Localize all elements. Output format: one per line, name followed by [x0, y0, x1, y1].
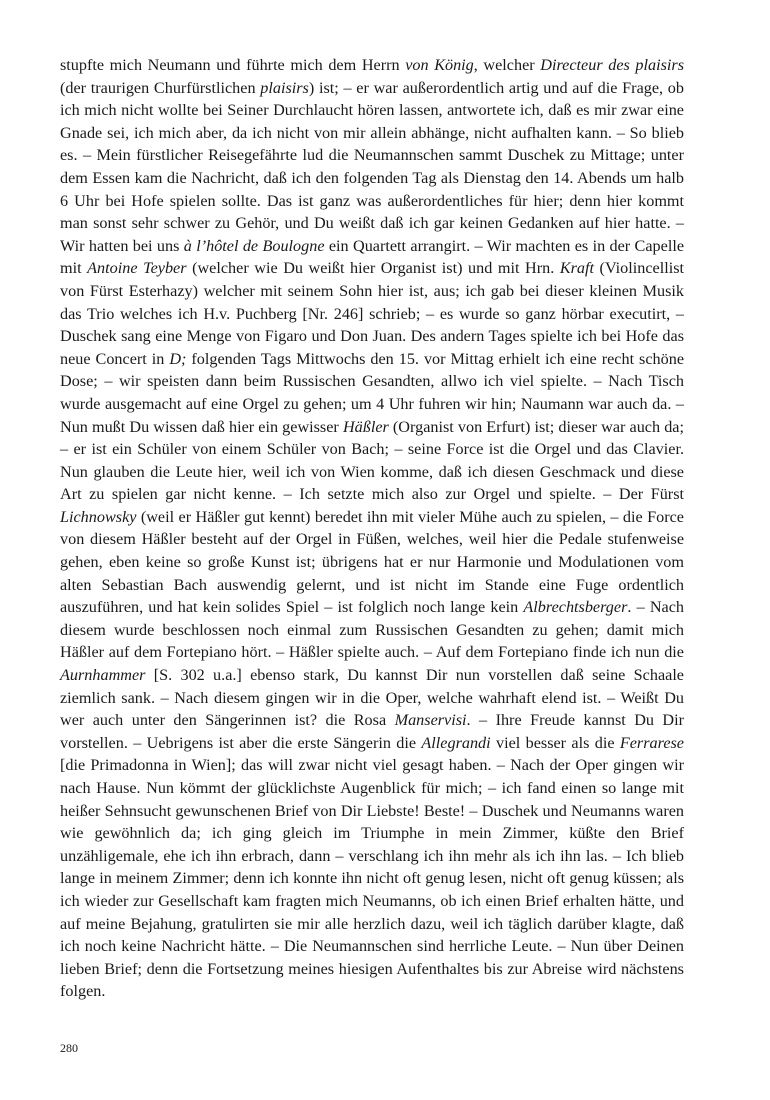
text-segment: viel besser als die: [490, 733, 620, 752]
text-segment: (weil er Häßler gut kennt) beredet ihn mit vieler Mühe auch zu spielen, – die Force von diesem Häßler besteht auf der Orgel in Füßen, welches, weil hier die Pedale stufenweise gehen, eben keine so große Kunst ist; übrigens hat er nur Harmonie und Modulationen vom alten Sebastian Bach auswendig gelernt, und ist nicht im Stande eine Fuge ordentlich auszuführen, und hat kein solides Spiel – ist folglich noch lange kein: [60, 507, 684, 617]
italic-text-segment: Häßler: [342, 417, 389, 436]
text-segment: . – Ihre Freude kannst Du Dir vorstellen. – Uebrigens ist aber die erste Sängerin die: [60, 711, 684, 752]
italic-text-segment: Manservisi: [394, 711, 467, 730]
italic-text-segment: Directeur des plaisirs: [540, 56, 684, 74]
text-segment: (Organist von Erfurt) ist; dieser war auch da; – er ist ein Schüler von einem Schüler von Bach; – seine Force ist die Orgel und das Clavier. Nun glauben die Leute hier, weil ich von Wien komme, daß ich diesen Geschmack und diese Art zu spielen gar nicht kenne. – Ich setzte mich also zur Orgel und spielte. – Der Fürst: [60, 417, 684, 504]
page-body: [60, 54, 684, 1003]
page-number: 280: [60, 1041, 78, 1055]
text-segment: [die Primadonna in Wien]; das will zwar nicht viel gesagt haben. – Nach der Oper gingen wir nach Hause. Nun kömmt der glücklichste Augenblick für mich; – ich fand einen so lange mit heißer Sehnsucht gewunschenen Brief von Dir Liebste! Beste! – Duschek und Neumanns waren wie gewöhnlich da; ich ging gleich im Triumphe in mein Zimmer, küßte den Brief unzähligemale, ehe ich ihn erbrach, dann – verschlang ich ihn mehr als ich ihn las. – Ich blieb lange in meinem Zimmer; denn ich konnte ihn nicht oft genug lesen, nicht oft genug küssen; als ich wieder zur Gesellschaft kam fragten mich Neumanns, ob ich einen Brief erhalten hätte, und auf meine Bejahung, gratulirten sie mir alle herzlich dazu, weil ich täglich darüber klagte, daß ich noch keine Nachricht hätte. – Die Neumannschen sind herrliche Leute. – Nun über Deinen lieben Brief; denn die Fortsetzung meines hiesigen Aufenthaltes bis zur Abreise wird nächstens folgen.: [60, 756, 684, 1001]
text-segment: folgenden Tags Mittwochs den 15. vor Mittag erhielt ich eine recht schöne Dose; – wir speisten dann beim Russischen Gesandten, allwo ich viel spielte. – Nach Tisch wurde ausgemacht auf eine Orgel zu gehen; um 4 Uhr fuhren wir hin; Naumann war auch da. – Nun mußt Du wissen daß hier ein gewisser: [60, 349, 684, 436]
italic-text-segment: von König: [405, 56, 474, 74]
text-segment: (welcher wie Du weißt hier Organist ist) und mit Hrn.: [186, 259, 560, 278]
italic-text-segment: Allegrandi: [421, 733, 491, 752]
italic-text-segment: plaisirs: [260, 78, 309, 97]
text-segment: . – Nach diesem wurde beschlossen noch einmal zum Russischen Gesandten zu gehen; damit mich Häßler auf dem Fortepiano hört. – Häßler spielte auch. – Auf dem Fortepiano finde ich nun die: [60, 598, 685, 662]
italic-text-segment: Kraft: [559, 259, 594, 278]
italic-text-segment: Albrechtsberger: [523, 598, 628, 617]
italic-text-segment: Antoine Teyber: [87, 259, 187, 278]
text-segment: [S. 302 u.a.] ebenso stark, Du kannst Dir nun vorstellen daß seine Schaale ziemlich sank. – Nach diesem gingen wir in die Oper, welche wahrhaft elend ist. – Weißt Du wer auch unter den Sängerinnen ist? die Rosa: [60, 666, 684, 730]
italic-text-segment: D;: [169, 349, 187, 368]
text-segment: (Violincellist von Fürst Esterhazy) welcher mit seinem Sohn hier ist, aus; ich gab bei dieser kleinen Musik das Trio welches ich H.v. Puchberg [Nr. 246] schrieb; – es wurde so ganz hörbar executirt, – Duschek sang eine Menge von Figaro und Don Juan. Des andern Tages spielte ich bei Hofe das neue Concert in: [60, 259, 685, 368]
italic-text-segment: Lichnowsky: [60, 507, 137, 526]
text-segment: (der traurigen Churfürstlichen: [60, 78, 261, 97]
italic-text-segment: Aurnhammer: [60, 666, 146, 685]
italic-text-segment: Ferrarese: [619, 733, 684, 752]
text-segment: ein Quartett arrangirt. – Wir machten es in der Capelle mit: [60, 236, 684, 278]
letter-paragraph: [60, 54, 684, 1003]
text-segment: ) ist; – er war außerordentlich artig und auf die Frage, ob ich mich nicht wollte bei Seiner Durchlaucht hören lassen, antwortete ich, daß es mir zwar eine Gnade sei, ich mich aber, da ich nicht von mir allein abhänge, nicht aufhalten kann. – So blieb es. – Mein fürstlicher Reisegefährte lud die Neumannschen sammt Duschek zu Mittage; unter dem Essen kam die Nachricht, daß ich den folgenden Tag als Dienstag den 14. Abends um halb 6 Uhr bei Hofe spielen sollte. Das ist ganz was außerordentliches für hier; denn hier kommt man sonst sehr schwer zu Gehör, und Du weißt daß ich gar keinen Gedanken auf hier hatte. – Wir hatten bei uns: [60, 78, 684, 255]
italic-text-segment: à l’hôtel de Boulogne: [183, 236, 325, 255]
text-segment: , welcher: [473, 56, 541, 74]
text-segment: stupfte mich Neumann und führte mich dem Herrn: [60, 56, 406, 74]
